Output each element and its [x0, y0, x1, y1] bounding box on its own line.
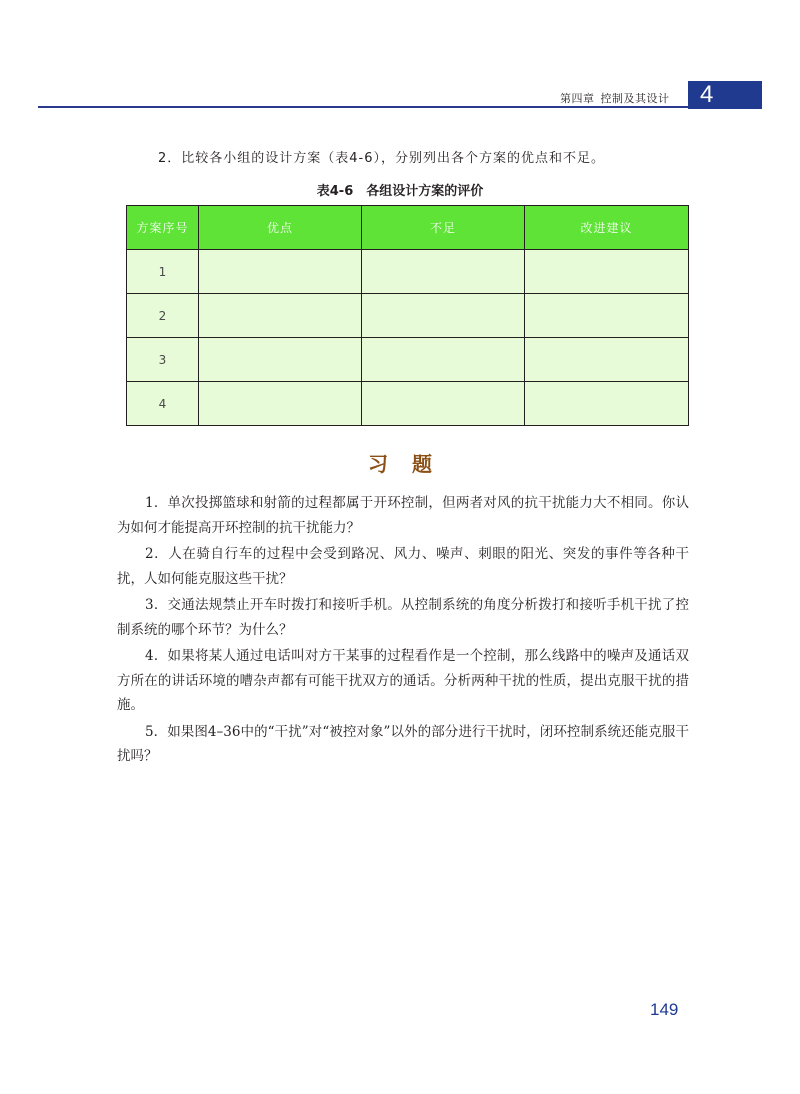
- cell-suggestions: [525, 294, 689, 338]
- cell-scheme-number: 4: [127, 382, 199, 426]
- exercise-item: 4．如果将某人通过电话叫对方干某事的过程看作是一个控制，那么线路中的噪声及通话双方所在的讲话环境的嘈杂声都有可能干扰双方的通话。分析两种干扰的性质，提出克服干扰的措施。: [117, 648, 689, 713]
- exercise-item: 3．交通法规禁止开车时拨打和接听手机。从控制系统的角度分析拨打和接听手机干扰了控制系统的哪个环节？为什么？: [117, 597, 689, 638]
- chapter-number-tab: 4: [688, 81, 762, 109]
- cell-shortcomings: [362, 294, 525, 338]
- table-row: [127, 382, 689, 426]
- exercise-item: 1．单次投掷篮球和射箭的过程都属于开环控制，但两者对风的抗干扰能力大不相同。你认为如何才能提高开环控制的抗干扰能力？: [117, 495, 689, 536]
- exercise-list: [117, 491, 689, 771]
- cell-suggestions: [525, 250, 689, 294]
- chapter-label: 第四章: [560, 92, 595, 105]
- cell-scheme-number: 1: [127, 250, 199, 294]
- running-header: [560, 90, 676, 106]
- header-shortcomings: 不足: [362, 206, 525, 250]
- cell-scheme-number: 3: [127, 338, 199, 382]
- cell-suggestions: [525, 382, 689, 426]
- cell-shortcomings: [362, 338, 525, 382]
- page-number: 149: [650, 1000, 679, 1019]
- cell-shortcomings: [362, 382, 525, 426]
- header-scheme-number: 方案序号: [127, 206, 199, 250]
- cell-advantages: [199, 338, 362, 382]
- header-rule: [38, 106, 690, 108]
- table-caption: 表4-6 各组设计方案的评价: [316, 184, 484, 199]
- activity-instruction: 2．比较各小组的设计方案（表4-6），分别列出各个方案的优点和不足。: [158, 151, 606, 166]
- table-row: [127, 294, 689, 338]
- table-header-row: [127, 206, 689, 250]
- header-suggestions: 改进建议: [525, 206, 689, 250]
- cell-advantages: [199, 382, 362, 426]
- cell-advantages: [199, 250, 362, 294]
- exercise-item: 5．如果图4–36中的“干扰”对“被控对象”以外的部分进行干扰时，闭环控制系统还能克服干扰吗？: [117, 723, 689, 764]
- table-row: [127, 338, 689, 382]
- exercise-item: 2．人在骑自行车的过程中会受到路况、风力、噪声、刺眼的阳光、突发的事件等各种干扰，人如何能克服这些干扰？: [117, 546, 689, 587]
- table-row: [127, 250, 689, 294]
- cell-shortcomings: [362, 250, 525, 294]
- cell-advantages: [199, 294, 362, 338]
- evaluation-table: [126, 205, 689, 426]
- chapter-title: 控制及其设计: [600, 92, 670, 105]
- cell-scheme-number: 2: [127, 294, 199, 338]
- header-advantages: 优点: [199, 206, 362, 250]
- cell-suggestions: [525, 338, 689, 382]
- section-title: 习题: [368, 452, 456, 476]
